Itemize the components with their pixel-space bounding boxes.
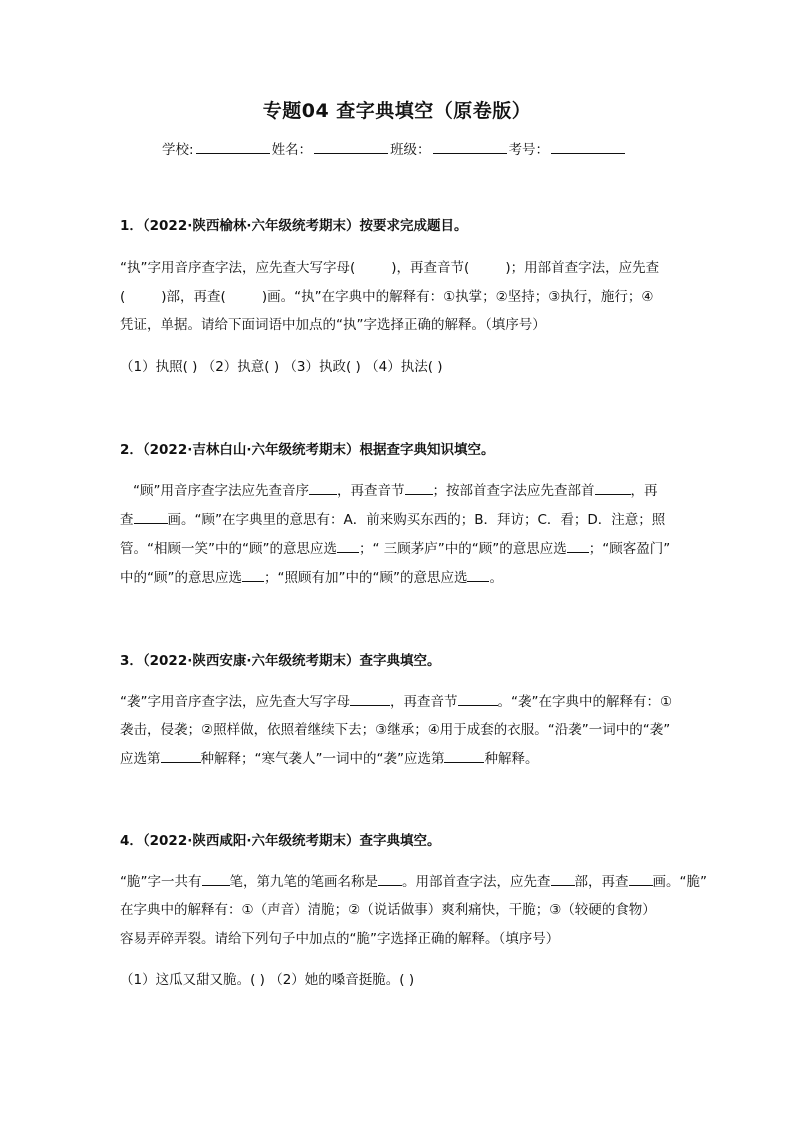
- q4-text: 。用部首查字法，应先查: [402, 874, 551, 890]
- q2-text: ；“照顾有加”中的“顾”的意思应选: [264, 570, 468, 586]
- q2-text: “顾”用音序查字法应先查音序: [133, 483, 309, 499]
- q2-blank-6[interactable]: [567, 539, 589, 553]
- q4-text: 部，再查: [574, 874, 629, 890]
- question-2-line-2: [120, 508, 665, 528]
- question-4-line-3: 容易弄碎弄裂。请给下列句子中加点的“脆”字选择正确的解释。（填序号）: [120, 931, 560, 947]
- q3-blank-1[interactable]: [350, 692, 390, 706]
- question-4-line-1: [120, 870, 707, 890]
- q3-text: 应选第: [120, 751, 161, 767]
- question-2-line-3: [120, 537, 670, 557]
- q3-text: 。“袭”在字典中的解释有：①: [497, 694, 673, 710]
- school-blank[interactable]: [196, 139, 270, 154]
- q2-text: ；“ 三顾茅庐”中的“顾”的意思应选: [358, 541, 567, 557]
- q1-text: (: [120, 289, 126, 305]
- name-label: 姓名：: [271, 142, 313, 158]
- q2-text: 管。“相顾一笑”中的“顾”的意思应选: [120, 541, 337, 557]
- q1-text: )；用部首查字法，应先查: [505, 260, 660, 276]
- q3-blank-2[interactable]: [458, 692, 498, 706]
- q4-text: “脆”字一共有: [120, 874, 202, 890]
- q2-blank-3[interactable]: [595, 481, 631, 495]
- q4-blank-3[interactable]: [551, 872, 575, 886]
- q2-text: 查: [120, 512, 134, 528]
- school-label: 学校:: [162, 142, 194, 158]
- q2-blank-2[interactable]: [405, 481, 433, 495]
- q2-text: ；按部首查字法应先查部首: [432, 483, 595, 499]
- question-1-heading: 1．（2022·陕西榆林·六年级统考期末）按要求完成题目。: [120, 218, 468, 234]
- question-4-line-4: （1）这瓜又甜又脆。( ) （2）她的嗓音挺脆。( ): [120, 972, 415, 988]
- q3-text: “袭”字用音序查字法，应先查大写字母: [120, 694, 350, 710]
- q3-blank-3[interactable]: [161, 749, 201, 763]
- q2-blank-7[interactable]: [242, 568, 264, 582]
- class-blank[interactable]: [433, 139, 507, 154]
- class-label: 班级：: [390, 142, 431, 158]
- question-2-line-1: [133, 479, 658, 499]
- question-3-heading: 3．（2022·陕西安康·六年级统考期末）查字典填空。: [120, 653, 441, 669]
- q1-text: “执”字用音序查字法，应先查大写字母(: [120, 260, 356, 276]
- question-1-line-2: [120, 285, 654, 305]
- q2-text: 。: [489, 570, 503, 586]
- question-3-line-1: [120, 690, 672, 710]
- question-2-line-4: [120, 566, 503, 586]
- q2-blank-8[interactable]: [467, 568, 489, 582]
- q2-text: ；“顾客盈门”: [588, 541, 671, 557]
- question-1-line-4: （1）执照( ) （2）执意( ) （3）执政( ) （4）执法( ): [120, 359, 443, 375]
- page-title: 专题04 查字典填空（原卷版）: [262, 100, 532, 122]
- question-4-heading: 4．（2022·陕西咸阳·六年级统考期末）查字典填空。: [120, 833, 441, 849]
- q1-text: )，再查音节(: [391, 260, 470, 276]
- name-blank[interactable]: [314, 139, 388, 154]
- q2-text: 中的“顾”的意思应选: [120, 570, 242, 586]
- question-1-line-1: [120, 256, 659, 276]
- question-3-line-3: [120, 747, 538, 767]
- q2-text: ，再: [630, 483, 658, 499]
- q3-text: ，再查音节: [390, 694, 458, 710]
- question-4-line-2: 在字典中的解释有：①（声音）清脆；②（说话做事）爽利痛快，干脆；③（较硬的食物）: [120, 902, 656, 918]
- question-3-line-2: 袭击，侵袭；②照样做，依照着继续下去；③继承；④用于成套的衣服。“沿袭”一词中的“袭”: [120, 722, 671, 738]
- q4-text: 画。“脆”: [652, 874, 707, 890]
- q4-blank-2[interactable]: [378, 872, 402, 886]
- q2-blank-4[interactable]: [134, 510, 168, 524]
- q2-blank-5[interactable]: [337, 539, 359, 553]
- student-info-line: [162, 138, 627, 158]
- q4-blank-1[interactable]: [202, 872, 230, 886]
- exam-no-blank[interactable]: [551, 139, 625, 154]
- question-1-line-3: 凭证，单据。请给下面词语中加点的“执”字选择正确的解释。（填序号）: [120, 317, 546, 333]
- q3-blank-4[interactable]: [444, 749, 484, 763]
- exam-no-label: 考号：: [508, 142, 550, 158]
- q4-blank-4[interactable]: [629, 872, 653, 886]
- question-2-heading: 2．（2022·吉林白山·六年级统考期末）根据查字典知识填空。: [120, 442, 495, 458]
- q3-text: 种解释。: [484, 751, 539, 767]
- q3-text: 种解释；“寒气袭人”一词中的“袭”应选第: [200, 751, 445, 767]
- q2-text: 画。“顾”在字典里的意思有：A．前来购买东西的；B．拜访；C．看；D．注意；照: [167, 512, 666, 528]
- q1-text: )部，再查(: [161, 289, 226, 305]
- q2-blank-1[interactable]: [309, 481, 337, 495]
- q1-text: )画。“执”在字典中的解释有：①执掌；②坚持；③执行，施行；④: [261, 289, 654, 305]
- q4-text: 笔，第九笔的笔画名称是: [229, 874, 378, 890]
- q2-text: ，再查音节: [337, 483, 405, 499]
